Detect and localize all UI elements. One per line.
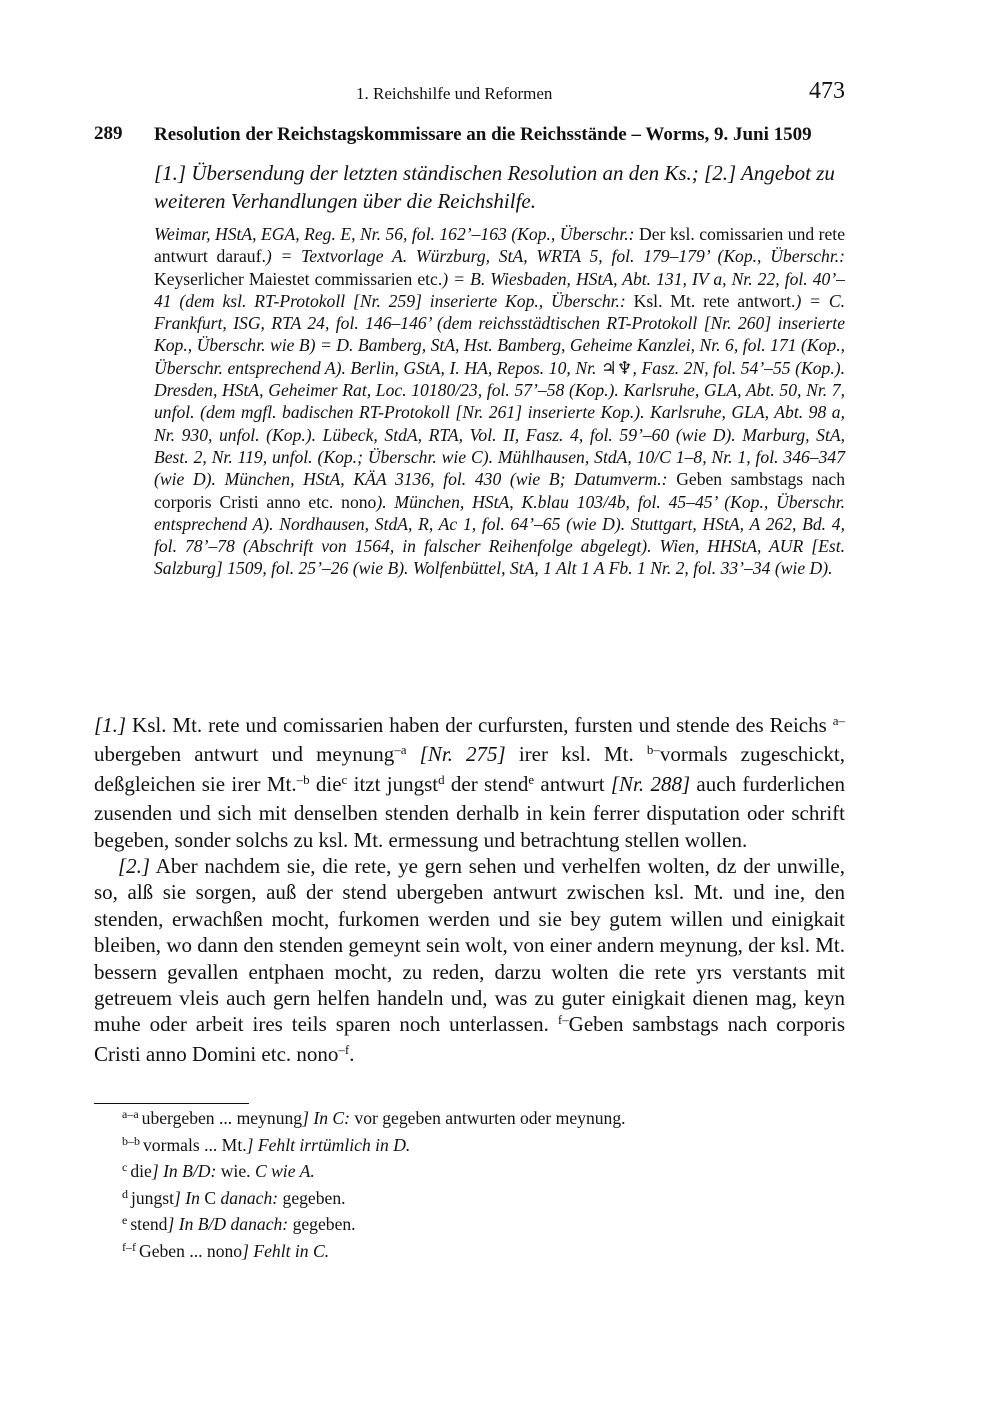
text: antwurt xyxy=(534,771,611,796)
footnote-mark: b–b xyxy=(122,1133,140,1148)
footnote-marker: a– xyxy=(832,713,845,728)
text: vormals zugeschickt, deßgleichen sie irer Mt. xyxy=(94,742,846,796)
lemma: Geben ... nono xyxy=(139,1240,243,1261)
lemma: vormals ... Mt. xyxy=(143,1134,247,1155)
footnote-marker: c xyxy=(341,771,348,787)
footnote-mark: e xyxy=(122,1213,128,1227)
variant-text: gegeben. xyxy=(278,1187,346,1208)
source-text: ) = C. Frankfurt, ISG, RTA 24, fol. 146–146’ (dem reichsstädtischen RT-Protokoll [Nr. 260] inserierte Kop., Überschr. wie B) = D. Bamberg, StA, Hst. Bamberg, Geheime Kanzlei, Nr. 6, fol. 171 (Kop., Überschr. entsprechend A). Berlin, GStA, I. HA, Repos. 10, Nr. ♃♆, Fasz. 2N, fol. 54’–55 (Kop.). Dresden, HStA, Geheimer Rat, Loc. 10180/23, fol. 57’–58 (Kop.). Karlsruhe, GLA, Abt. 50, Nr. 7, unfol. (dem mgfl. badischen RT-Protokoll [Nr. 261] inserierte Kop.). Karlsruhe, GLA, Abt. 98 a, Nr. 930, unfol. (Kop.). Lübeck, StdA, RTA, Vol. II, Fasz. 4, fol. 59’–60 (wie D). Marburg, StA, Best. 2, Nr. 119, unfol. (Kop.; Überschr. wie C). Mühlhausen, StdA, 10/C 1–8, Nr. 1, fol. 346–347 (wie D). München, HStA, KÄA 3136, fol. 430 (wie B; Datumverm.: xyxy=(154,290,845,490)
running-head xyxy=(94,78,845,112)
paragraph-1 xyxy=(94,712,845,853)
text: auch furderlichen zusenden und sich mit denselben stenden derhalb in kein ferrer disputation oder schrift begeben, sonder solchs zu ksl. Mt. ermessung und betrachtung stellen wollen. xyxy=(94,771,845,852)
footnote-marker: –f xyxy=(338,1041,350,1057)
source-quote: Keyserlicher Maiestet commissarien etc. xyxy=(154,268,443,289)
variant-text: C xyxy=(199,1187,221,1208)
footnote xyxy=(122,1212,842,1239)
document-title: Resolution der Reichstagskommissare an die Reichsstände – Worms, 9. Juni 1509 xyxy=(154,124,812,145)
cross-reference: [Nr. 275] xyxy=(406,742,519,767)
variant-text: gegeben. xyxy=(288,1214,356,1234)
document-number: 289 xyxy=(94,123,123,144)
source-text: ) = B. Wiesbaden, HStA, Abt. 131, IV a, Nr. 22, fol. 40’–41 (dem ksl. RT-Protokoll [Nr. 259] inserierte Kop., Überschr.: xyxy=(154,268,845,311)
source-quote: Ksl. Mt. rete antwort. xyxy=(633,290,796,311)
text: itzt jungst xyxy=(347,771,439,796)
section-number: [1.] xyxy=(94,713,127,737)
lemma: ubergeben ... meynung xyxy=(141,1108,303,1128)
footnote-mark: f–f xyxy=(122,1239,136,1254)
editor-note: ] Fehlt irrtümlich in D. xyxy=(246,1134,411,1155)
source-text: ). München, HStA, K.blau 103/4b, fol. 45–45’ (Kop., Überschr. entsprechend A). Nordhausen, StdA, R, Ac 1, fol. 64’–65 (wie D). Stuttgart, HStA, A 262, Bd. 4, fol. 78’–78 (Abschrift von 1564, in falscher Reihenfolge abgelegt). Wien, HHStA, AUR [Est. Salzburg] 1509, fol. 25’–26 (wie B). Wolfenbüttel, StA, 1 Alt 1 A Fb. 1 Nr. 2, fol. 33’–34 (wie D). xyxy=(154,491,845,579)
text: der stend xyxy=(444,771,529,796)
footnote-marker: f– xyxy=(557,1012,569,1028)
lemma: jungst xyxy=(131,1187,175,1208)
footnote xyxy=(122,1106,842,1133)
footnote-marker: b– xyxy=(646,742,660,758)
footnotes xyxy=(122,1106,842,1265)
source-apparatus xyxy=(154,223,845,580)
variant-text: wie. xyxy=(216,1161,255,1181)
editor-note: danach: xyxy=(220,1187,279,1208)
footnote-marker: –b xyxy=(296,771,310,787)
editor-note: ] In B/D danach: xyxy=(167,1214,289,1234)
text: ubergeben antwurt und meynung xyxy=(94,742,395,767)
source-quote: Der ksl. comissarien und rete antwurt darauf. xyxy=(154,224,845,267)
editor-note: ] In C: xyxy=(302,1108,350,1128)
editor-note: ] In B/D: xyxy=(151,1161,217,1181)
editor-note: ] Fehlt in C. xyxy=(242,1240,330,1261)
footnote-marker: e xyxy=(528,771,535,787)
regest: [1.] Übersendung der letzten ständischen Resolution an den Ks.; [2.] Angebot zu weiteren Verhandlungen über die Reichshilfe. xyxy=(154,161,835,213)
footnote-mark: a–a xyxy=(122,1107,139,1121)
section-number: [2.] xyxy=(118,854,151,879)
document-header xyxy=(94,123,845,580)
running-title: 1. Reichshilfe und Reformen xyxy=(356,84,553,103)
text: die xyxy=(309,771,342,796)
page-number: 473 xyxy=(809,78,845,104)
footnote xyxy=(122,1186,842,1213)
variant-text: vor gegeben antwurten oder meynung. xyxy=(350,1108,626,1128)
footnote xyxy=(122,1159,842,1186)
editor-note: ] In xyxy=(174,1187,200,1208)
paragraph-2 xyxy=(94,853,845,1070)
footnote-rule xyxy=(94,1103,249,1104)
source-text: Weimar, HStA, EGA, Reg. E, Nr. 56, fol. 162’–163 (Kop., Überschr.: xyxy=(154,224,639,244)
text: irer ksl. Mt. xyxy=(518,742,647,767)
footnote-mark: d xyxy=(122,1186,128,1201)
body-text xyxy=(94,712,845,1070)
lemma: stend xyxy=(130,1214,168,1234)
source-quote: Geben sambstags nach corporis Cristi anno etc. nono xyxy=(154,469,845,512)
cross-reference: [Nr. 288] xyxy=(610,771,691,796)
text: Geben sambstags nach corporis Cristi anno Domini etc. nono xyxy=(94,1012,846,1066)
footnote-marker: –a xyxy=(394,742,407,758)
footnote xyxy=(122,1133,842,1160)
source-text: ) = Textvorlage A. Würzburg, StA, WRTA 5, fol. 179–179’ (Kop., Überschr.: xyxy=(265,246,845,267)
footnote-mark: c xyxy=(122,1160,128,1174)
text: . xyxy=(349,1041,355,1066)
editor-note: C wie A. xyxy=(254,1161,315,1181)
text: Aber nachdem sie, die rete, ye gern sehen und verhelfen wolten, dz der unwille, so, alß sie sorgen, auß der stend ubergeben antwurt zwischen ksl. Mt. und ine, den stenden, erwachßen mocht, furkomen werden und sie bey gutem willen und einigkait bleiben, wo dann den stenden gemeynt sein wolt, von einer andern meynung, der ksl. Mt. bessern gevallen entphaen mocht, zu reden, darzu wolten die rete yrs verstants mit getreuem vleis auch gern helfen handeln und, was zu guter einigkait dienen mag, keyn muhe oder arbeit ires teils sparen noch unterlassen. xyxy=(94,854,845,1037)
text: Ksl. Mt. rete und comissarien haben der curfursten, fursten und stende des Reichs xyxy=(126,713,833,737)
footnote xyxy=(122,1239,842,1266)
footnote-marker: d xyxy=(438,771,445,787)
lemma: die xyxy=(130,1161,152,1181)
